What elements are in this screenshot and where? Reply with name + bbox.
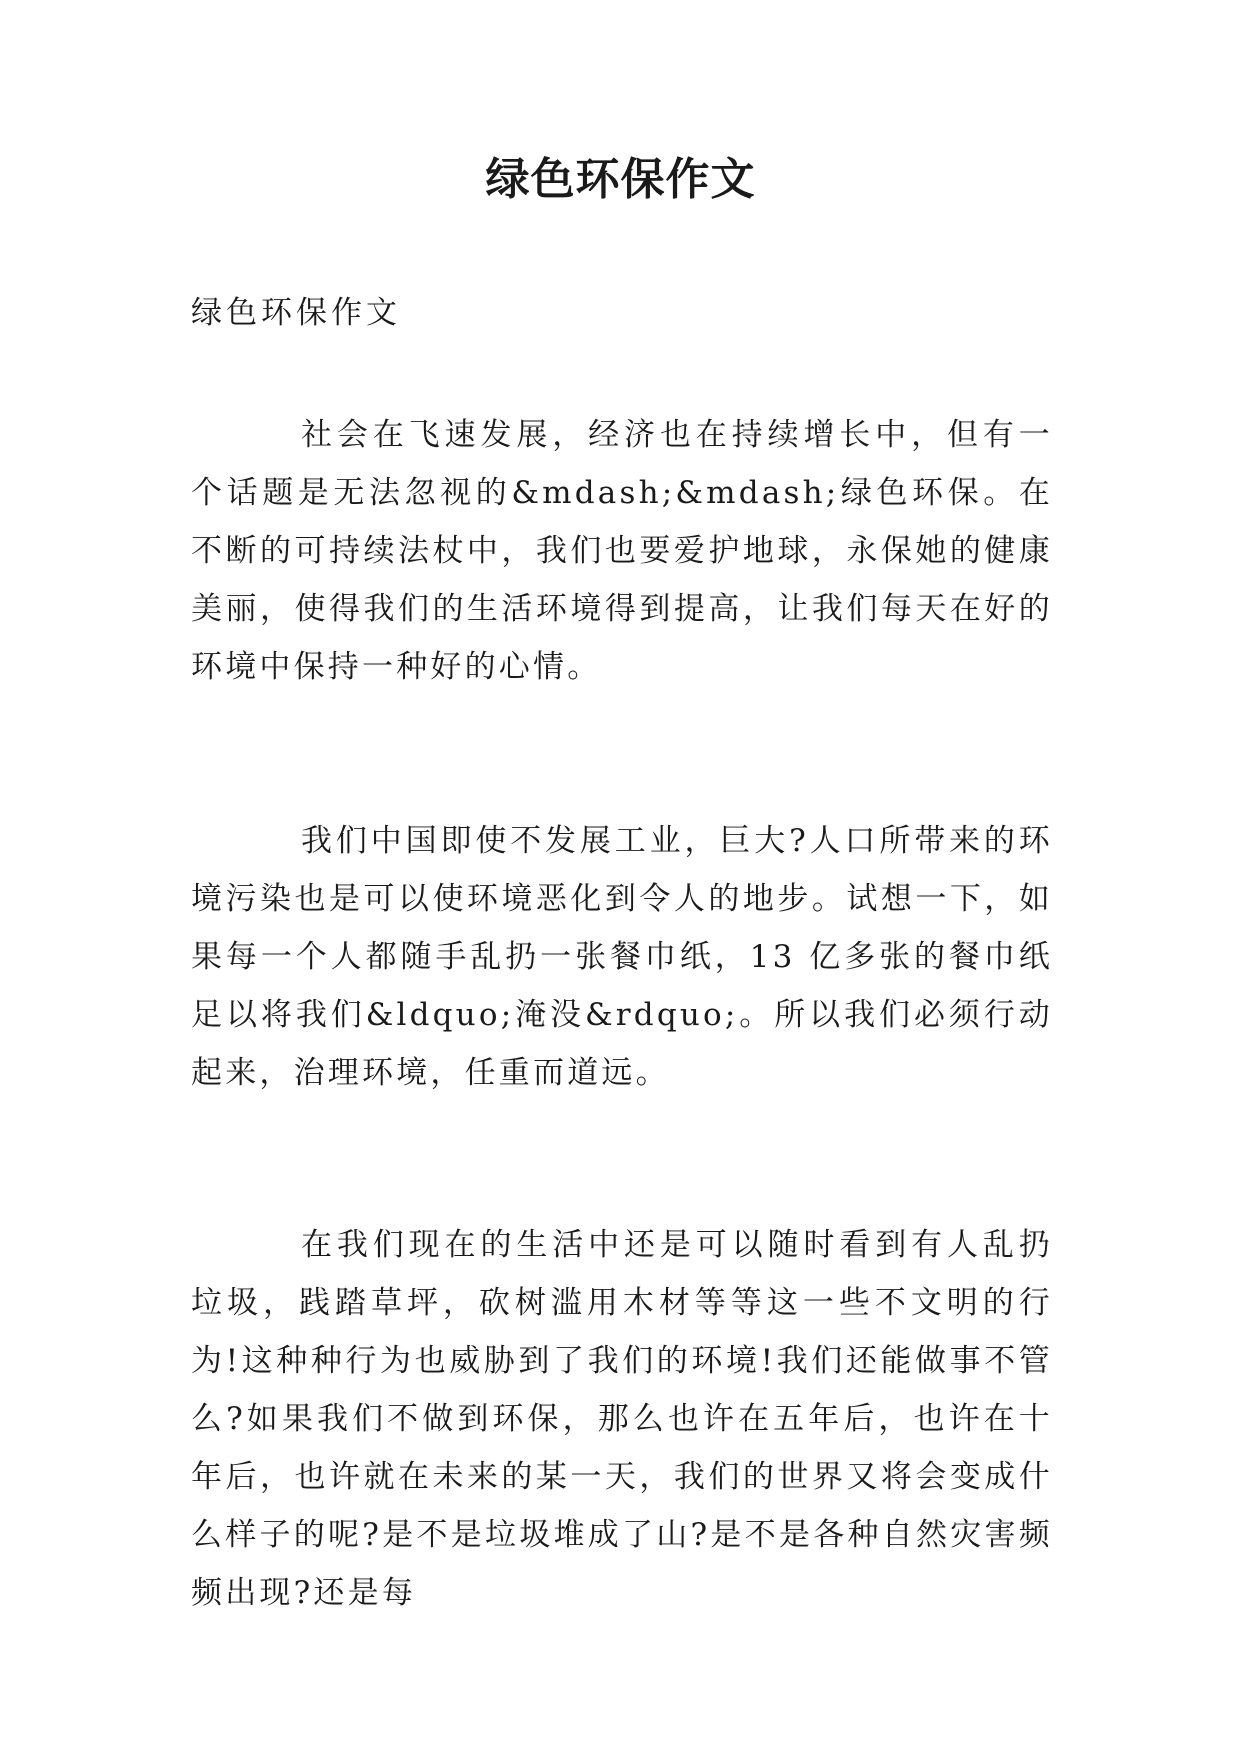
paragraph-1: 社会在飞速发展，经济也在持续增长中，但有一个话题是无法忽视的&mdash;&mdash;绿色环保。在不断的可持续法杖中，我们也要爱护地球，永保她的健康美丽，使得我们的生活环境得到提高，让我们每天在好的环境中保持一种好的心情。 bbox=[191, 417, 1053, 685]
paragraph-3: 在我们现在的生活中还是可以随时看到有人乱扔垃圾，践踏草坪，砍树滥用木材等等这一些不文明的行为!这种种行为也威胁到了我们的环境!我们还能做事不管么?如果我们不做到环保，那么也许在五年后，也许在十年后，也许就在未来的某一天，我们的世界又将会变成什么样子的呢?是不是垃圾堆成了山?是不是各种自然灾害频频出现?还是每 bbox=[191, 1227, 1053, 1611]
document-subtitle: 绿色环保作文 bbox=[191, 295, 401, 331]
paragraph-2: 我们中国即使不发展工业，巨大?人口所带来的环境污染也是可以使环境恶化到令人的地步。试想一下，如果每一个人都随手乱扔一张餐巾纸，13 亿多张的餐巾纸足以将我们&ldquo;淹没&rdquo;。所以我们必须行动起来，治理环境，任重而道远。 bbox=[191, 823, 1053, 1091]
document-title: 绿色环保作文 bbox=[485, 154, 756, 205]
